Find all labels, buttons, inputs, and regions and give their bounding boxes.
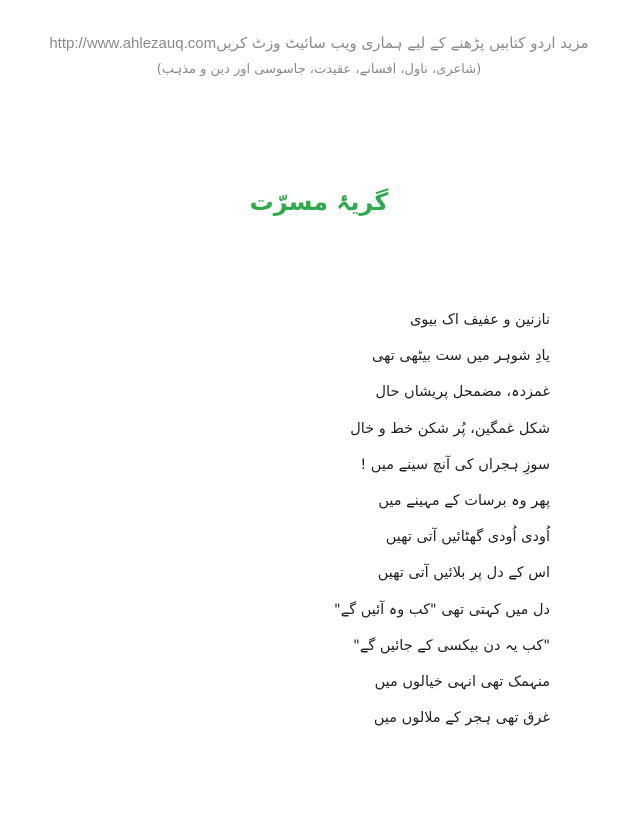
poem-line: غمزدہ، مضمحل پریشاں حال <box>375 384 550 401</box>
poem-line: پھر وہ برسات کے مہینے میں <box>378 492 550 509</box>
poem-line: اس کے دل پر بلائیں آتی تھیں <box>377 565 550 582</box>
poem-title: گریۂ مسرّت <box>249 188 389 216</box>
poem-line: دل میں کہتی تھی "کب وہ آئیں گے" <box>334 601 550 618</box>
page-header <box>0 34 638 77</box>
header-genres-line: (شاعری، ناول، افسانے، عقیدت، جاسوسی اور دین و مذہب) <box>156 62 482 77</box>
poem-line: "کب یہ دن بیکسی کے جائیں گے" <box>353 637 550 654</box>
poem-line: یادِ شوہر میں ست بیٹھی تھی <box>371 348 550 365</box>
header-promo-line <box>0 34 638 52</box>
poem-line: غرق تھی ہجر کے ملالوں میں <box>373 710 550 727</box>
poem-line: سوزِ ہجراں کی آنچ سینے میں ! <box>360 456 550 473</box>
website-link[interactable]: http://www.ahlezauq.com <box>49 35 217 52</box>
poem-line: اُودی اُودی گھٹائیں آتی تھیں <box>385 529 550 546</box>
poem-line: شکل غمگین، پُر شکن خط و خال <box>350 420 550 437</box>
header-promo-text: مزید اردو کتابیں پڑھنے کے لیے ہماری ویب سائیٹ وزٹ کریں <box>216 34 589 52</box>
poem-line: نازنین و عفیف اک بیوی <box>410 312 550 328</box>
poem-body <box>230 302 550 736</box>
poem-line: منہمک تھی انہی خیالوں میں <box>374 673 550 690</box>
